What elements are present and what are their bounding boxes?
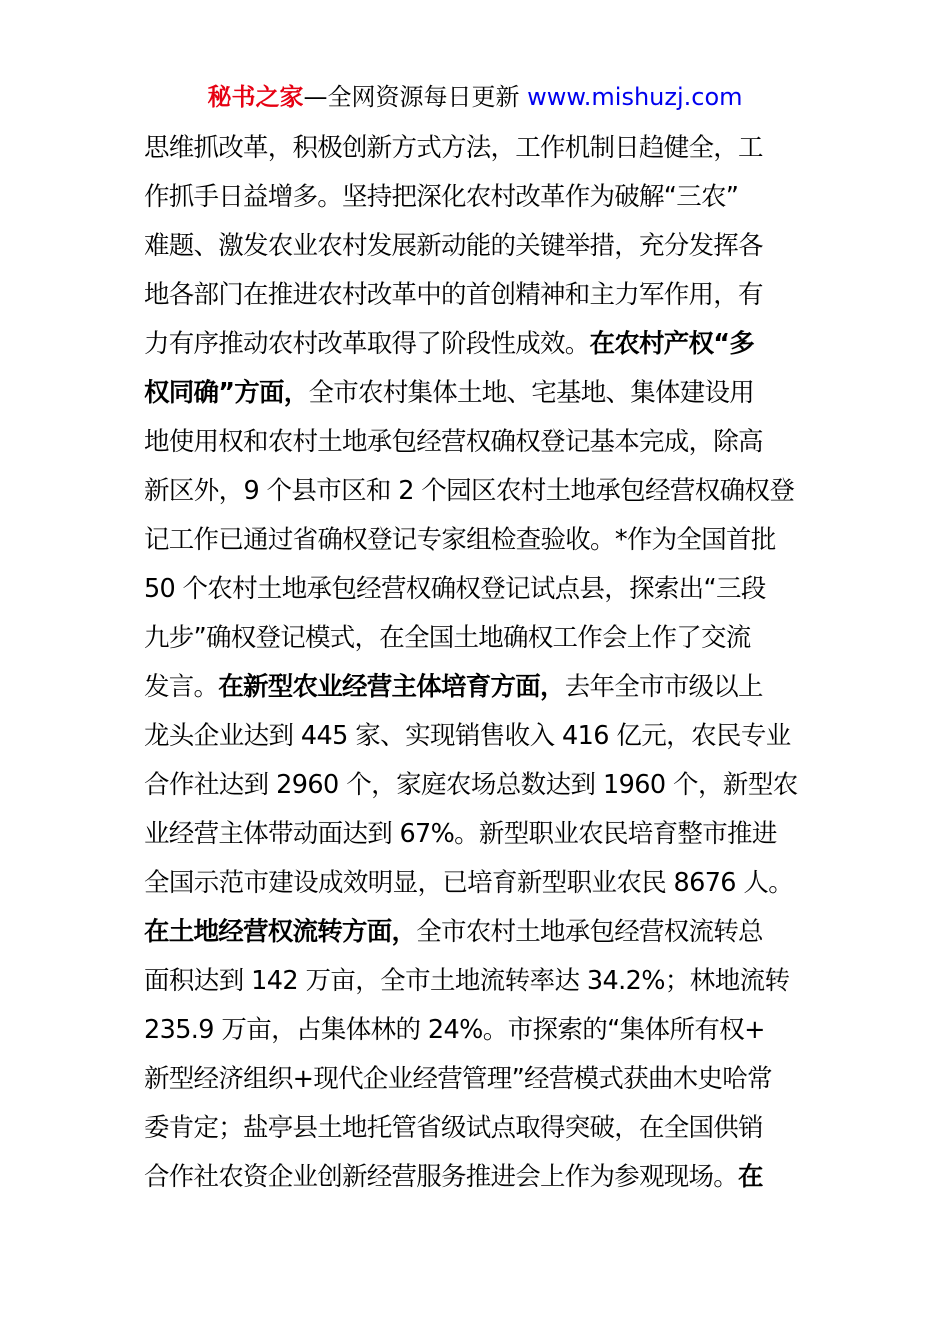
body-text: 作抓手日益增多。坚持把深化农村改革作为破解“三农”	[144, 182, 739, 212]
body-text: 思维抓改革，积极创新方式方法，工作机制日趋健全，工	[144, 133, 763, 163]
bold-heading-text: 在	[738, 1162, 763, 1192]
body-text: 合作社农资企业创新经营服务推进会上作为参观现场。	[144, 1162, 739, 1192]
body-text-line	[144, 614, 824, 663]
body-text-line	[144, 320, 824, 369]
body-text-line	[144, 663, 824, 712]
body-text: 记工作已通过省确权登记专家组检查验收。*作为全国首批	[144, 525, 776, 555]
document-body	[144, 124, 824, 1202]
body-text: 力有序推动农村改革取得了阶段性成效。	[144, 329, 590, 359]
body-text: 去年全市市级以上	[564, 672, 763, 702]
body-text-line	[144, 565, 824, 614]
body-text-line	[144, 418, 824, 467]
bold-heading-text: 权同确”方面，	[144, 378, 309, 408]
body-text-line	[144, 1055, 824, 1104]
body-text-line	[144, 173, 824, 222]
bold-heading-text: 在土地经营权流转方面，	[144, 917, 417, 947]
body-text-line	[144, 712, 824, 761]
body-text-line	[144, 1006, 824, 1055]
site-brand: 秘书之家	[207, 83, 304, 111]
body-text-line	[144, 369, 824, 418]
bold-heading-text: 在农村产权“多	[589, 329, 755, 359]
body-text: 龙头企业达到 445 家、实现销售收入 416 亿元，农民专业	[144, 721, 791, 751]
body-text: 难题、激发农业农村发展新动能的关键举措，充分发挥各	[144, 231, 763, 261]
body-text: 面积达到 142 万亩，全市土地流转率达 34.2%；林地流转	[144, 966, 790, 996]
body-text-line	[144, 957, 824, 1006]
body-text: 业经营主体带动面达到 67%。新型职业农民培育整市推进	[144, 819, 777, 849]
body-text-line	[144, 810, 824, 859]
body-text: 地各部门在推进农村改革中的首创精神和主力军作用，有	[144, 280, 763, 310]
body-text: 全市农村集体土地、宅基地、集体建设用	[308, 378, 755, 408]
body-text-line	[144, 222, 824, 271]
site-url-link[interactable]: www.mishuzj.com	[527, 83, 743, 111]
body-text-line	[144, 124, 824, 173]
body-text: 发言。	[144, 672, 219, 702]
body-text: 合作社达到 2960 个，家庭农场总数达到 1960 个，新型农	[144, 770, 798, 800]
body-text: 新区外，9 个县市区和 2 个园区农村土地承包经营权确权登	[144, 476, 795, 506]
body-text: 委肯定；盐亭县土地托管省级试点取得突破，在全国供销	[144, 1113, 763, 1143]
body-text: 235.9 万亩，占集体林的 24%。市探索的“集体所有权+	[144, 1015, 765, 1045]
body-text-line	[144, 1104, 824, 1153]
body-text-line	[144, 761, 824, 810]
body-text: 全国示范市建设成效明显，已培育新型职业农民 8676 人。	[144, 868, 794, 898]
body-text: 地使用权和农村土地承包经营权确权登记基本完成，除高	[144, 427, 763, 457]
body-text-line	[144, 1153, 824, 1202]
bold-heading-text: 在新型农业经营主体培育方面，	[218, 672, 565, 702]
body-text: 新型经济组织+现代企业经营管理”经营模式获曲木史哈常	[144, 1064, 772, 1094]
site-tagline: —全网资源每日更新	[303, 83, 520, 111]
body-text-line	[144, 467, 824, 516]
body-text-line	[144, 516, 824, 565]
body-text: 50 个农村土地承包经营权确权登记试点县，探索出“三段	[144, 574, 766, 604]
body-text-line	[144, 859, 824, 908]
body-text-line	[144, 908, 824, 957]
body-text: 九步”确权登记模式，在全国土地确权工作会上作了交流	[144, 623, 751, 653]
body-text-line	[144, 271, 824, 320]
body-text: 全市农村土地承包经营权流转总	[416, 917, 763, 947]
page-header	[0, 82, 950, 112]
